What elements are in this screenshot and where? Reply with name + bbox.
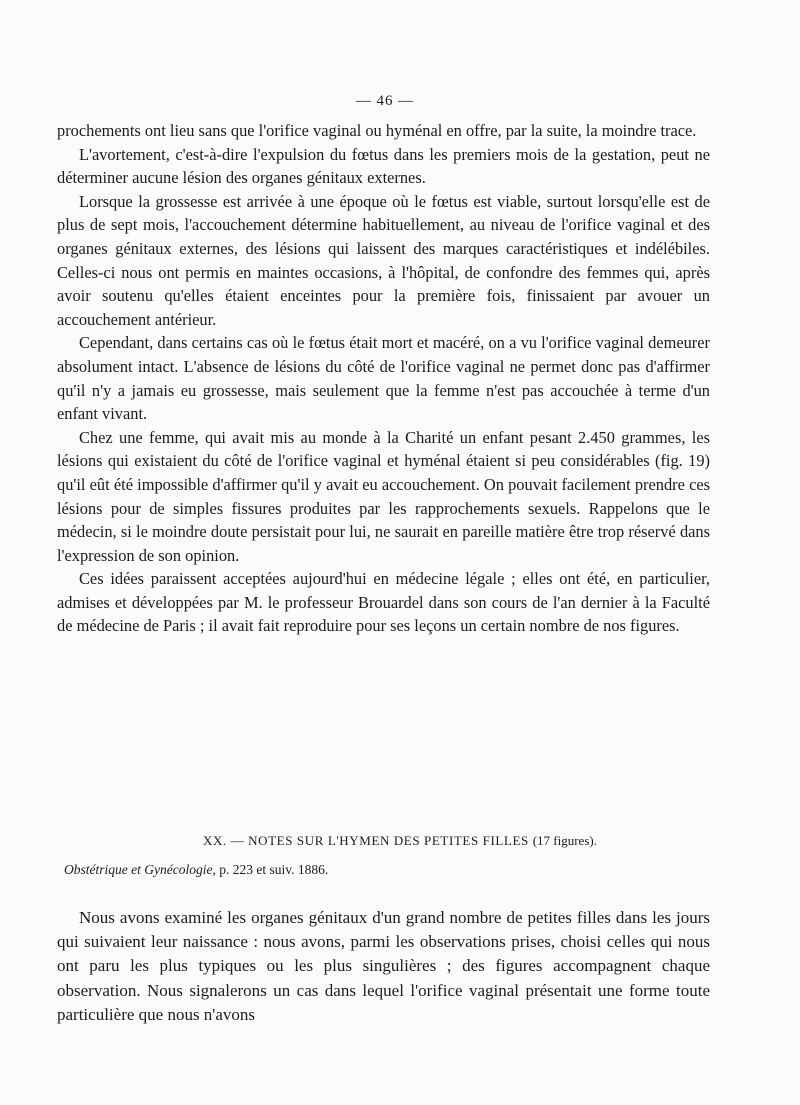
paragraph: Cependant, dans certains cas où le fœtus était mort et macéré, on a vu l'orifice vaginal demeurer absolument intact. L'absence de lésions du côté de l'orifice vaginal ne permet donc pas d'affirmer qu'il n'y a jamais eu grossesse, mais seulement que la femme n'est pas accouchée à terme d'un enfant vivant. (57, 333, 710, 424)
section-heading (0, 833, 800, 849)
citation (64, 862, 328, 878)
section-2-body (57, 906, 710, 1027)
section-heading-figure-count: (17 figures). (532, 833, 597, 848)
paragraph: prochements ont lieu sans que l'orifice vaginal ou hyménal en offre, par la suite, la moindre trace. (57, 121, 697, 140)
section-1-body (57, 119, 710, 638)
citation-journal: Obstétrique et Gynécologie, (64, 862, 216, 877)
page-number: — 46 — (355, 93, 415, 109)
paragraph: Chez une femme, qui avait mis au monde à la Charité un enfant pesant 2.450 grammes, les lésions qui existaient du côté de l'orifice vaginal et hyménal étaient si peu considérables (fig. 19) qu'il eût été impossible d'affirmer qu'il y avait eu accouchement. On pouvait facilement prendre ces lésions pour de simples fissures produites par les rapprochements sexuels. Rappelons que le médecin, si le moindre doute persistait pour lui, ne saurait en pareille matière être trop réservé dans l'expression de son opinion. (57, 427, 710, 565)
paragraph: Nous avons examiné les organes génitaux d'un grand nombre de petites filles dans les jours qui suivaient leur naissance : nous avons, parmi les observations prises, choisi celles qui nous ont paru les plus typiques ou les plus singulières ; des figures accompagnent chaque observation. Nous signalerons un cas dans lequel l'orifice vaginal présentait une forme toute particulière que nous n'avons (57, 908, 710, 1024)
section-heading-title: XX. — NOTES SUR L'HYMEN DES PETITES FILLES (203, 833, 529, 848)
citation-pages: p. 223 et suiv. 1886. (219, 862, 329, 877)
paragraph: Ces idées paraissent acceptées aujourd'hui en médecine légale ; elles ont été, en particulier, admises et développées par M. le professeur Brouardel dans son cours de l'an dernier à la Faculté de médecine de Paris ; il avait fait reproduire pour ses leçons un certain nombre de nos figures. (57, 569, 710, 636)
paragraph: L'avortement, c'est-à-dire l'expulsion du fœtus dans les premiers mois de la gestation, peut ne déterminer aucune lésion des organes génitaux externes. (57, 144, 710, 188)
paragraph: Lorsque la grossesse est arrivée à une époque où le fœtus est viable, surtout lorsqu'elle est de plus de sept mois, l'accouchement détermine habituellement, au niveau de l'orifice vaginal et des organes génitaux externes, des lésions qui laissent des marques caractéristiques et indélébiles. Celles-ci nous ont permis en maintes occasions, à l'hôpital, de confondre des femmes qui, après avoir soutenu qu'elles étaient enceintes pour la première fois, finissaient par avouer un accouchement antérieur. (57, 191, 710, 329)
